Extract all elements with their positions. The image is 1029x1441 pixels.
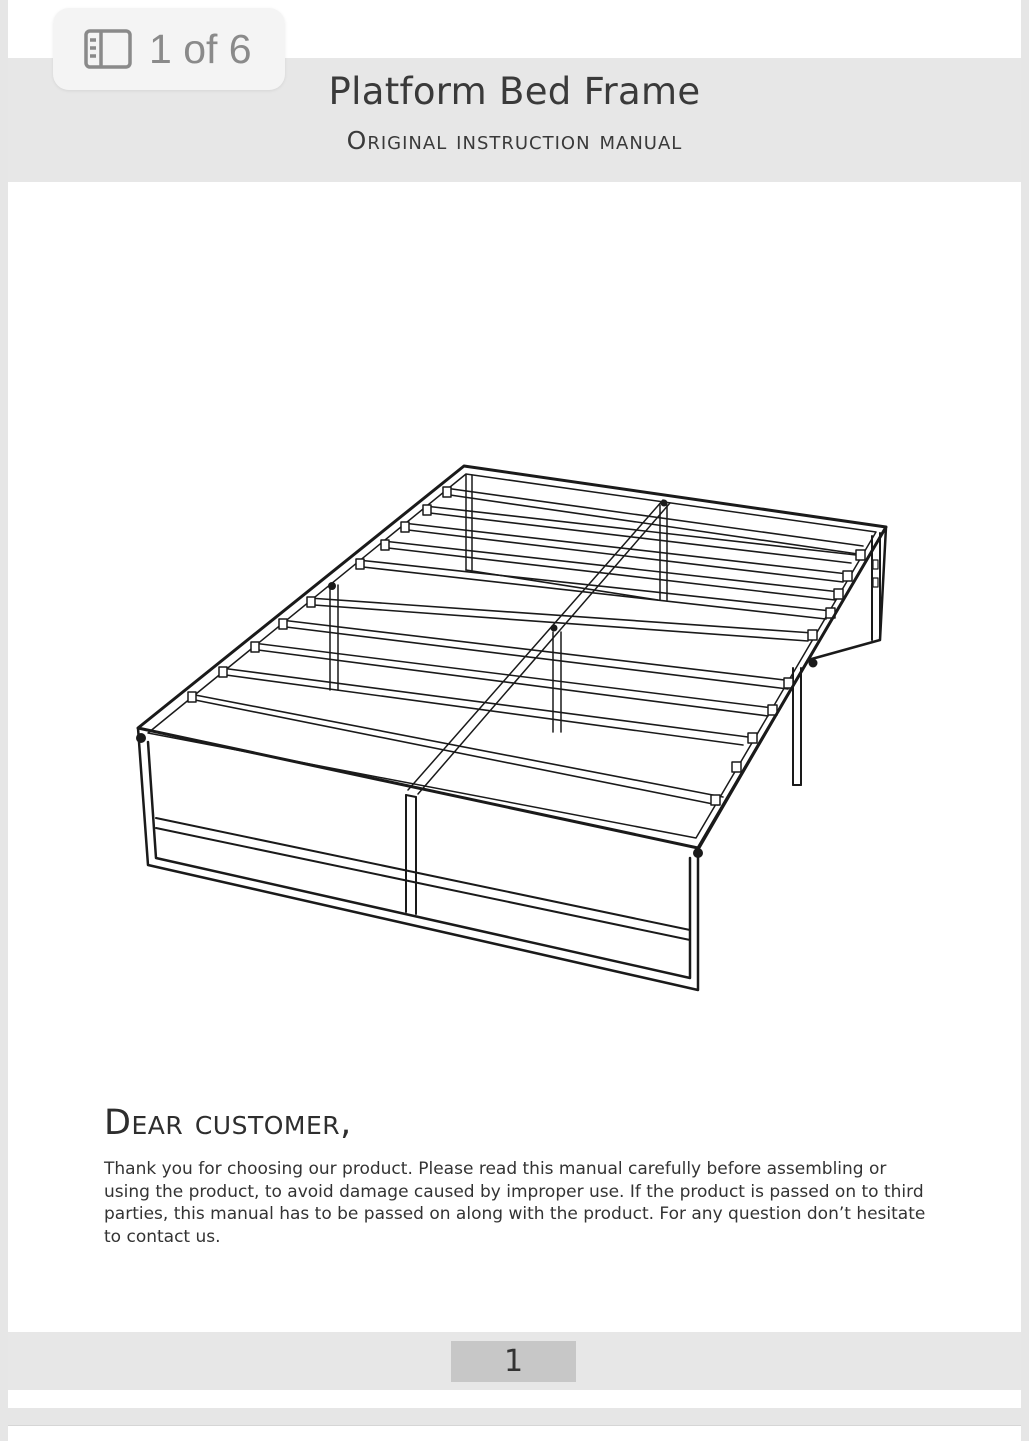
page-number: 1: [451, 1341, 576, 1382]
document-page: [8, 0, 1021, 1408]
page-indicator-button[interactable]: [53, 8, 285, 90]
page-indicator-label: 1 of 6: [149, 25, 252, 72]
greeting-heading: Dear customer,: [104, 1103, 352, 1143]
sidebar-icon: [84, 29, 132, 69]
intro-paragraph: Thank you for choosing our product. Please read this manual carefully before assembling or using the product, to avoid damage caused by improper use. If the product is passed on to third parties, this manual has to be passed on along with the product. For any question don’t hesitate to contact us.: [104, 1159, 926, 1247]
bed-frame-illustration: [128, 455, 898, 999]
document-subtitle: Original instruction manual: [346, 126, 683, 155]
next-page-edge: [8, 1425, 1021, 1441]
document-title: Platform Bed Frame: [328, 70, 701, 113]
